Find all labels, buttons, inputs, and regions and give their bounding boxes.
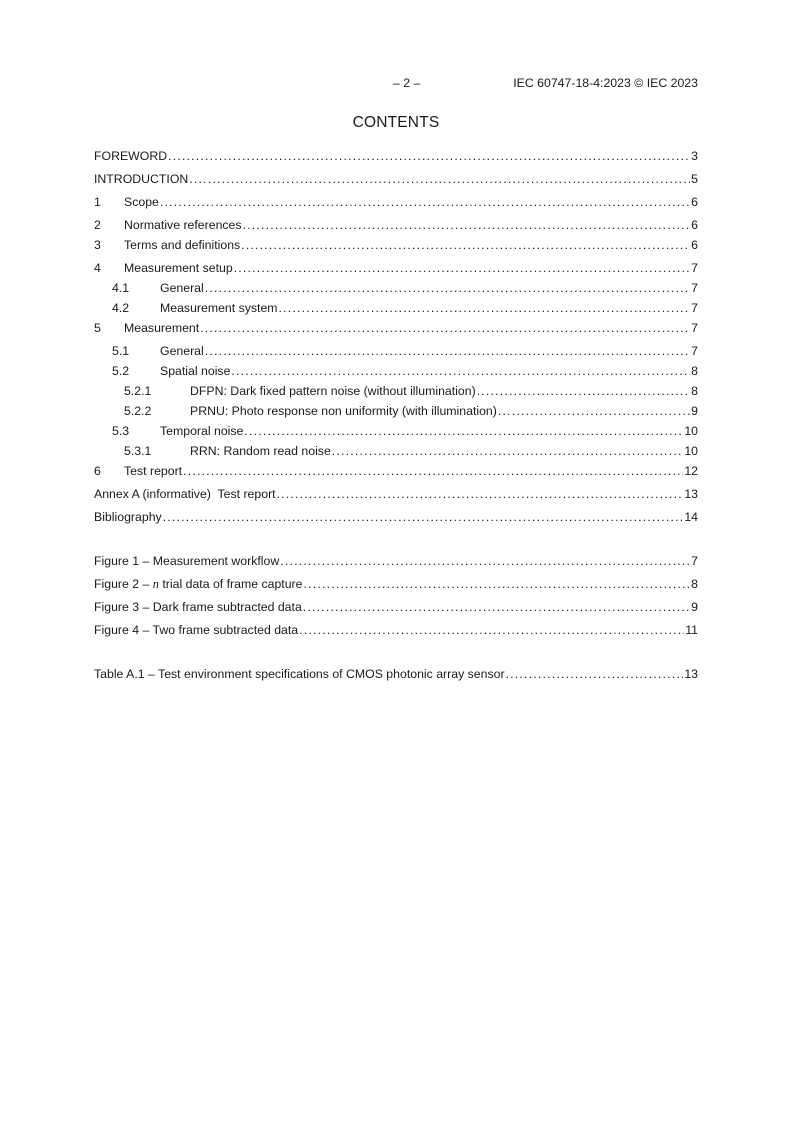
toc-entry-spatial-noise[interactable]: 5.2 Spatial noise ..... 8 [94, 361, 698, 381]
toc-entry-prnu[interactable]: 5.2.2 PRNU: Photo response non uniformity (with illumination) ..... 9 [94, 401, 698, 421]
toc-entry-scope[interactable]: 1 Scope ..... 6 [94, 192, 698, 212]
toc-entry-4-1-general[interactable]: 4.1 General ..... 7 [94, 278, 698, 298]
toc-entry-measurement-setup[interactable]: 4 Measurement setup ..... 7 [94, 258, 698, 278]
toc-entry-table-a1[interactable]: Table A.1 – Test environment specifications of CMOS photonic array sensor ..... 13 [94, 664, 698, 684]
toc-entry-rrn[interactable]: 5.3.1 RRN: Random read noise ..... 10 [94, 441, 698, 461]
toc-entry-figure-3[interactable]: Figure 3 – Dark frame subtracted data ..... 9 [94, 597, 698, 617]
document-id: IEC 60747-18-4:2023 © IEC 2023 [513, 76, 698, 90]
toc-entry-measurement[interactable]: 5 Measurement ..... 7 [94, 318, 698, 338]
toc-entry-normative-references[interactable]: 2 Normative references ..... 6 [94, 215, 698, 235]
toc-entry-figure-1[interactable]: Figure 1 – Measurement workflow ..... 7 [94, 551, 698, 571]
toc-entry-dfpn[interactable]: 5.2.1 DFPN: Dark fixed pattern noise (without illumination) ..... 8 [94, 381, 698, 401]
toc-entry-bibliography[interactable]: Bibliography ..... 14 [94, 507, 698, 527]
toc-entry-introduction[interactable]: INTRODUCTION ..... 5 [94, 169, 698, 189]
contents-title: CONTENTS [352, 114, 440, 131]
toc-entry-measurement-system[interactable]: 4.2 Measurement system ..... 7 [94, 298, 698, 318]
page-number: – 2 – [393, 76, 421, 90]
toc-entry-temporal-noise[interactable]: 5.3 Temporal noise ..... 10 [94, 421, 698, 441]
page-header [94, 76, 698, 92]
toc-entry-figure-4[interactable]: Figure 4 – Two frame subtracted data ..... 11 [94, 620, 698, 640]
toc-entry-5-1-general[interactable]: 5.1 General ..... 7 [94, 341, 698, 361]
toc-entry-terms-and-definitions[interactable]: 3 Terms and definitions ..... 6 [94, 235, 698, 255]
toc-entry-annex-a[interactable]: Annex A (informative) Test report ..... 13 [94, 484, 698, 504]
toc-entry-foreword[interactable]: FOREWORD ..... 3 [94, 146, 698, 166]
table-of-contents [94, 146, 698, 684]
toc-entry-test-report[interactable]: 6 Test report ..... 12 [94, 461, 698, 481]
toc-entry-figure-2[interactable]: Figure 2 – n trial data of frame capture ..... 8 [94, 574, 698, 594]
